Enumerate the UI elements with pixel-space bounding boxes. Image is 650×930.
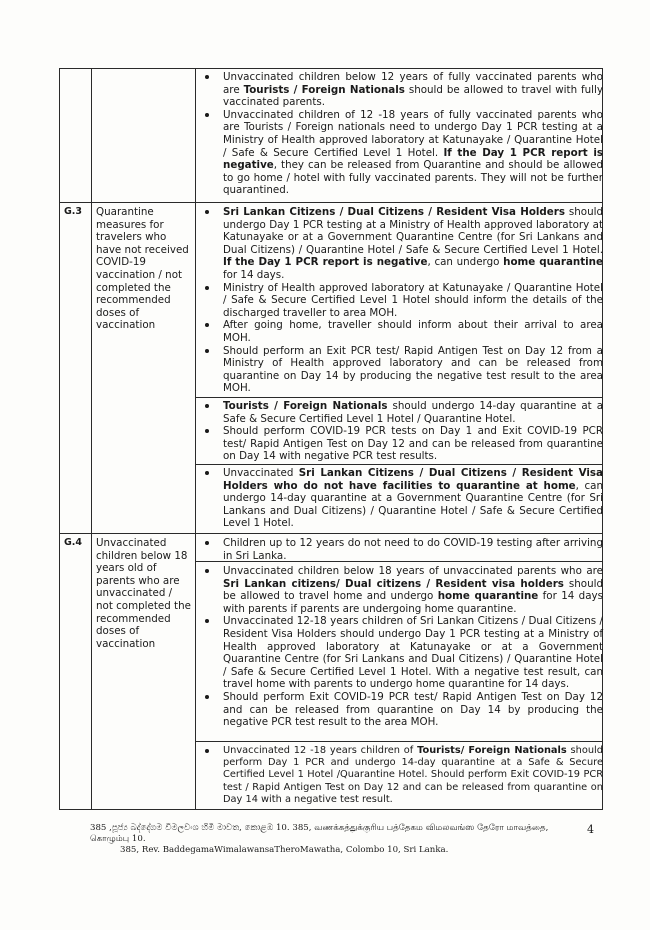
bullet-list-g3-residents	[199, 206, 603, 395]
text-run: Unvaccinated	[223, 467, 299, 479]
table-border-bottom	[59, 809, 603, 810]
text-run: should undergo Day 1 PCR testing at a Ministry of Health approved laboratory at Katunayake or at a Government Quarantine Centre (for Sri Lankans and Dual Citizens) / Quarantine Hotel / Safe & Secure Certified Level 1 Hotel.	[223, 206, 604, 256]
text-run: , they can be released from Quarantine and should be allowed to go home / hotel with fully vaccinated parents. They will not be further quarantined.	[223, 159, 603, 197]
table-border-left	[59, 68, 60, 810]
text-run: should be allowed to travel with fully vaccinated parents.	[223, 83, 603, 109]
bullet-item	[199, 71, 603, 109]
bullet-item	[199, 319, 603, 344]
bullet-list-g4-tourists	[199, 745, 603, 806]
row-code-g4: G.4	[64, 537, 83, 548]
bullet-item	[199, 109, 603, 197]
sub-divider-g4-b	[195, 741, 603, 742]
bullet-item	[199, 537, 603, 562]
bullet-item	[199, 691, 603, 729]
bullet-item	[199, 745, 603, 806]
text-run: Unvaccinated 12-18 years children of Sri Lankan Citizens / Dual Citizens / Resident Visa Holders should undergo Day 1 PCR testing at a Ministry of Health approved laboratory at Katunayake or at a Government Quarantine Centre (for Sri Lankans and Dual Citizens) / Quarantine Hotel / Safe & Secure Certified Level 1 Hotel. With a negative test result, can travel home with parents to undergo home quarantine for 14 days.	[223, 615, 603, 691]
row-divider-g4	[59, 533, 603, 534]
bullet-item	[199, 425, 603, 463]
text-run: Ministry of Health approved laboratory at Katunayake / Quarantine Hotel / Safe & Secure Certified Level 1 Hotel should inform the details of the discharged traveller to area MOH.	[223, 281, 603, 319]
bullet-list-g3-tourists	[199, 400, 603, 463]
bullet-list-continued	[199, 71, 603, 197]
bullet-item	[199, 400, 603, 425]
bold-text: Sri Lankan Citizens / Dual Citizens / Resident Visa Holders	[223, 206, 565, 218]
row-description-g3: Quarantine measures for travelers who have not received COVID-19 vaccination / not completed the recommended doses of vaccination	[96, 206, 189, 332]
table-border-top	[59, 68, 603, 69]
bold-text: If the Day 1 PCR report is negative	[223, 146, 603, 172]
footer-address-english: 385, Rev. BaddegamaWimalawansaTheroMawatha, Colombo 10, Sri Lanka.	[120, 845, 449, 855]
bullet-item	[199, 467, 603, 530]
row-code-g3: G.3	[64, 206, 83, 217]
row-description-g4: Unvaccinated children below 18 years old of parents who are unvaccinated / not completed the recommended doses of vaccination	[96, 537, 191, 650]
row-divider-g3	[59, 202, 603, 203]
text-run: Unvaccinated 12 -18 years children of	[223, 745, 418, 756]
bullet-list-g4-residents	[199, 565, 603, 729]
bold-text: Tourists/ Foreign Nationals	[417, 745, 567, 756]
text-run: Should perform an Exit PCR test/ Rapid Antigen Test on Day 12 from a Ministry of Health approved laboratory and can be released from quarantine on Day 14 by producing the negative test result to the area MOH.	[223, 344, 603, 395]
bold-text: If the Day 1 PCR report is negative	[223, 256, 428, 269]
sub-divider-g3-a	[195, 397, 603, 398]
bullet-list-g3-no-home-facility	[199, 467, 603, 530]
text-run: should be allowed to travel home and undergo	[223, 577, 603, 603]
text-run: Unvaccinated children below 18 years of unvaccinated parents who are	[223, 565, 603, 577]
bullet-list-g4-under-12	[199, 537, 603, 562]
bullet-item	[199, 345, 603, 395]
page-footer-address	[90, 823, 550, 856]
text-run: should perform Day 1 PCR and undergo 14-day quarantine at a Safe & Secure Certified Level 1 Hotel /Quarantine Hotel. Should perform Exit COVID-19 PCR test / Rapid Antigen Test on Day 12 and can be released from quarantine on Day 14 with a negative test result.	[223, 745, 603, 805]
sub-divider-g3-b	[195, 464, 603, 465]
column-divider-2	[195, 68, 196, 810]
bold-text: Sri Lankan citizens/ Dual citizens / Resident visa holders	[223, 577, 564, 590]
bold-text: Tourists / Foreign Nationals	[223, 400, 388, 412]
bullet-item	[199, 282, 603, 320]
bold-text: Sri Lankan Citizens / Dual Citizens / Resident Visa Holders who do not have facilities to quarantine at home	[223, 467, 603, 492]
bold-text: home quarantine	[437, 590, 539, 603]
bullet-item	[199, 206, 603, 282]
text-run: for 14 days with parents if parents are undergoing home quarantine.	[223, 590, 603, 615]
bullet-item	[199, 565, 603, 615]
footer-address-local: 385 ,පූජ්‍ය බද්දේගම විමලවංශ හිමි මාවත, කොළඹ 10. 385, வணக்கத்துக்குரிய பத்தேகம விமலவங்ஸ தேரோ மாவத்தை, கொழும்பு 10.	[90, 823, 549, 844]
text-run: , can undergo	[427, 256, 504, 269]
text-run: , can undergo 14-day quarantine at a Government Quarantine Centre (for Sri Lankans and Dual Citizens) / Quarantine Hotel / Safe & Secure Certified Level 1 Hotel.	[223, 479, 603, 530]
text-run: Unvaccinated children of 12 -18 years of fully vaccinated parents who are Tourists / Foreign nationals need to undergo Day 1 PCR testing at a Ministry of Health approved laboratory at Katunayake / Quarantine Hotel / Safe & Secure Certified Level 1 Hotel.	[223, 108, 603, 159]
bold-text: home quarantine	[503, 256, 603, 269]
text-run: for 14 days.	[223, 268, 285, 281]
page-number: 4	[587, 823, 594, 836]
bullet-item	[199, 615, 603, 691]
text-run: Should perform Exit COVID-19 PCR test/ Rapid Antigen Test on Day 12 and can be released from quarantine on Day 14 by producing the negative PCR test result to the area MOH.	[223, 690, 603, 729]
text-run: Children up to 12 years do not need to do COVID-19 testing after arriving in Sri Lanka.	[223, 537, 603, 562]
bold-text: Tourists / Foreign Nationals	[243, 83, 405, 96]
text-run: After going home, traveller should inform about their arrival to area MOH.	[223, 319, 603, 344]
text-run: Unvaccinated children below 12 years of fully vaccinated parents who are	[223, 71, 603, 96]
column-divider-1	[91, 68, 92, 810]
text-run: should undergo 14-day quarantine at a Safe & Secure Certified Level 1 Hotel / Quarantine Hotel.	[223, 400, 604, 425]
text-run: Should perform COVID-19 PCR tests on Day 1 and Exit COVID-19 PCR test/ Rapid Antigen Test on Day 12 and can be released from quarantine on Day 14 with negative PCR test results.	[223, 425, 603, 463]
